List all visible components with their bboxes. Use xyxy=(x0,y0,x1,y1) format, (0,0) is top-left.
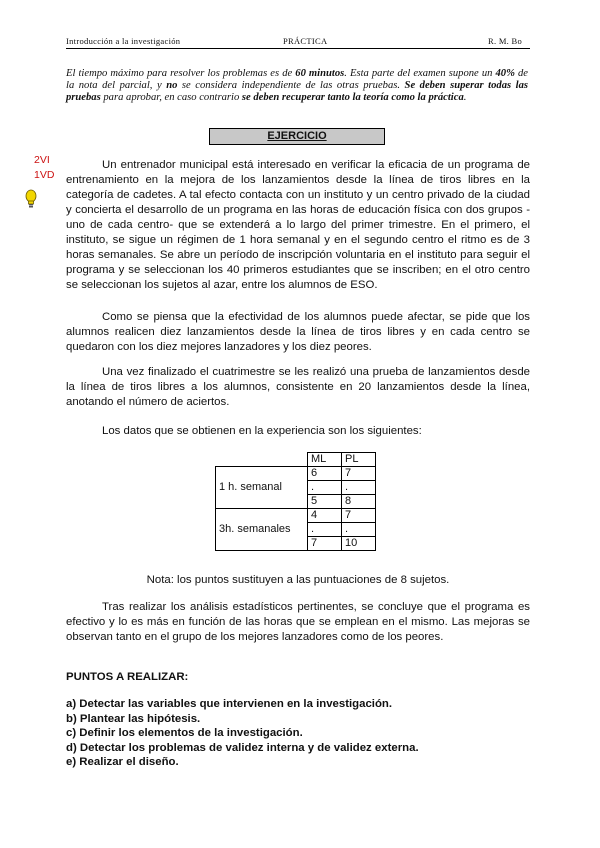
header-author: R. M. Bo xyxy=(488,36,523,46)
col-header-pl: PL xyxy=(342,453,376,467)
table-cell: 5 xyxy=(308,495,342,509)
table-row xyxy=(216,467,376,481)
table-cell: 7 xyxy=(342,467,376,481)
exam-instructions: El tiempo máximo para resolver los problemas es de 60 minutos. Esta parte del examen supone un 40% de la nota del parcial, y no se considera independiente de las otras pruebas. Se deben superar todas las pruebas para aprobar, en caso contrario se deben recuperar tanto la teoría como la práctica. xyxy=(66,68,528,103)
margin-note-vd: 1VD xyxy=(34,169,55,181)
list-item: b) Plantear las hipótesis. xyxy=(66,712,201,725)
exercise-title: EJERCICIO xyxy=(209,128,385,145)
table-header-row xyxy=(216,453,376,467)
paragraph-scenario: Un entrenador municipal está interesado en verificar la eficacia de un programa de entrenamiento en la mejora de los lanzamientos desde la línea de tiros libres en la categoría de cadetes. A tal efecto contacta con un instituto y un centro privado de la ciudad y concierta el desarrollo de un programa en las horas de educación física con dos grupos -uno de cada centro- que se extenderá a lo largo del primer trimestre. En el primero, el instituto, se sigue un régimen de 1 hora semanal y en el segundo centro el ritmo es de 3 horas semanales. Se abre un período de inscripción voluntaria en el instituto para seguir el programa y se seleccionan los 40 primeros estudiantes que se inscriben; en el otro centro se seleccionan los sujetos al azar, entre los alumnos de ESO. xyxy=(66,159,530,291)
header-course: Introducción a la investigación xyxy=(66,36,181,46)
paragraph-data-intro: Los datos que se obtienen en la experiencia son los siguientes: xyxy=(102,425,422,437)
group-label: 3h. semanales xyxy=(216,509,308,551)
list-item: e) Realizar el diseño. xyxy=(66,756,179,768)
table-cell: 8 xyxy=(342,495,376,509)
table-cell: 7 xyxy=(308,537,342,551)
table-cell: . xyxy=(308,481,342,495)
group-label: 1 h. semanal xyxy=(216,467,308,509)
data-table xyxy=(215,452,376,551)
tasks-list xyxy=(66,697,419,770)
paragraph-conclusion: Tras realizar los análisis estadísticos pertinentes, se concluye que el programa es efectivo y lo es más en función de las horas que se emplean en el mismo. Las mejoras se observan tanto en el grupo de los mejores lanzadores como de los peores. xyxy=(66,601,530,643)
list-item: d) Detectar los problemas de validez interna y de validez externa. xyxy=(66,741,419,754)
table-cell: 4 xyxy=(308,509,342,523)
table-cell: . xyxy=(342,481,376,495)
margin-note-vi: 2VI xyxy=(34,154,50,166)
tasks-title: PUNTOS A REALIZAR: xyxy=(66,671,189,683)
table-cell: 6 xyxy=(308,467,342,481)
table-row xyxy=(216,509,376,523)
paragraph-selection: Como se piensa que la efectividad de los alumnos puede afectar, se pide que los alumnos realicen diez lanzamientos desde la línea de tiros libres y en cada centro se quedaron con los diez mejores lanzadores y los diez peores. xyxy=(66,311,530,353)
table-cell: . xyxy=(308,523,342,537)
paragraph-test: Una vez finalizado el cuatrimestre se les realizó una prueba de lanzamientos desde la línea de tiros libres a los alumnos, consistente en 20 lanzamientos desde la línea, anotando el número de aciertos. xyxy=(66,366,530,408)
table-note: Nota: los puntos sustituyen a las puntuaciones de 8 sujetos. xyxy=(146,574,450,586)
lightbulb-icon[interactable] xyxy=(25,189,37,211)
list-item: c) Definir los elementos de la investigación. xyxy=(66,727,303,739)
header-rule xyxy=(66,48,530,49)
col-header-ml: ML xyxy=(308,453,342,467)
list-item: a) Detectar las variables que intervienen en la investigación. xyxy=(66,698,393,710)
header-section: PRÁCTICA xyxy=(283,36,328,46)
table-cell: 7 xyxy=(342,509,376,523)
table-cell: 10 xyxy=(342,537,376,551)
table-cell: . xyxy=(342,523,376,537)
